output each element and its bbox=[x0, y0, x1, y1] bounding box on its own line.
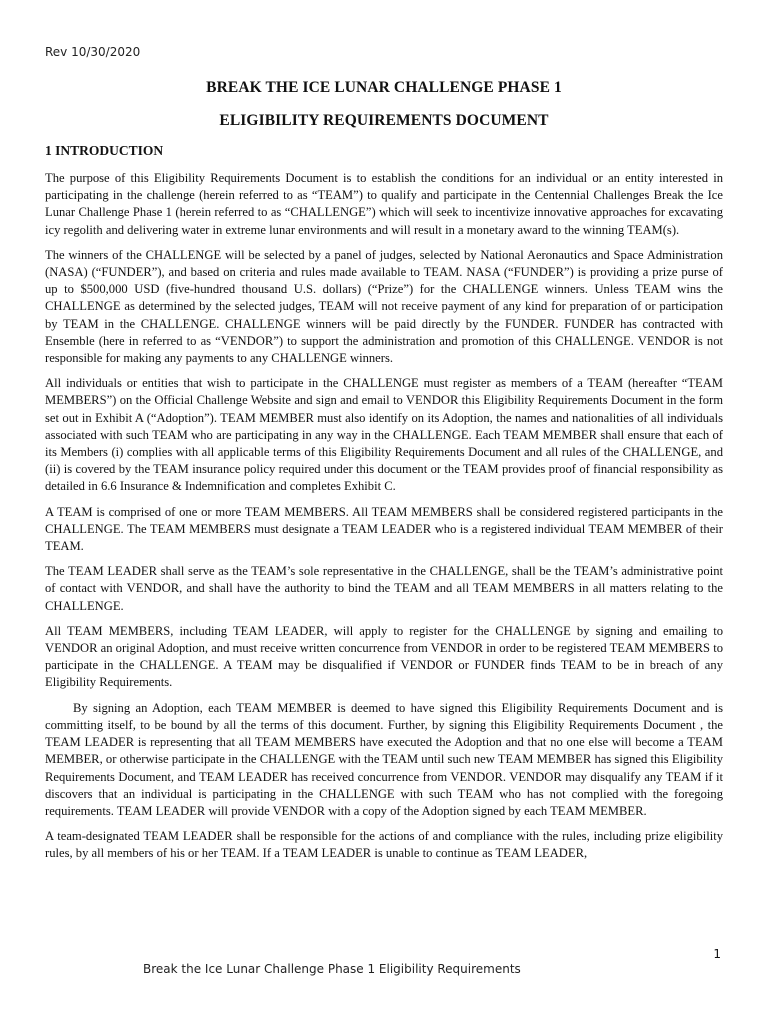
page-footer: Break the Ice Lunar Challenge Phase 1 Eligibility Requirements bbox=[143, 962, 521, 976]
paragraph-adoption: By signing an Adoption, each TEAM MEMBER is deemed to have signed this Eligibility Requirements Document and is committing itself, to be bound by all the terms of this document. Further, by signing this Eligibility Requirements Document , the TEAM LEADER is representing that all TEAM MEMBERS have executed the Adoption and that no one else will become a TEAM MEMBER, or otherwise participate in the CHALLENGE with the TEAM until such new TEAM MEMBER has signed this Eligibility Requirements Document, and TEAM LEADER has received concurrence from VENDOR. VENDOR may disqualify any TEAM if it discovers that an individual is participating in the CHALLENGE with such TEAM who has not complied with the foregoing requirements. TEAM LEADER will provide VENDOR with a copy of the Adoption signed by each TEAM MEMBER. bbox=[45, 700, 723, 818]
document-subtitle: ELIGIBILITY REQUIREMENTS DOCUMENT bbox=[219, 112, 549, 129]
paragraph-team-leader-role: The TEAM LEADER shall serve as the TEAM’s sole representative in the CHALLENGE, shall be the TEAM’s administrative point of contact with VENDOR, and shall have the authority to bind the TEAM and all TEAM MEMBERS in all matters relating to the CHALLENGE. bbox=[45, 564, 723, 613]
document-body bbox=[45, 170, 723, 871]
revision-date: Rev 10/30/2020 bbox=[45, 45, 141, 59]
paragraph-purpose: The purpose of this Eligibility Requirements Document is to establish the conditions for an individual or an entity interested in participating in the challenge (herein referred to as “TEAM”) to qualify and participate in the Centennial Challenges Break the Ice Lunar Challenge Phase 1 (herein referred to as “CHALLENGE”) which will seek to incentivize innovative approaches for excavating icy regolith and delivering water in extreme lunar environments and will result in a monetary award to the winning TEAM(s). bbox=[45, 171, 723, 237]
paragraph-team-composition: A TEAM is comprised of one or more TEAM MEMBERS. All TEAM MEMBERS shall be considered registered participants in the CHALLENGE. The TEAM MEMBERS must designate a TEAM LEADER who is a registered individual TEAM MEMBER of their TEAM. bbox=[45, 504, 723, 554]
paragraph-winners: The winners of the CHALLENGE will be selected by a panel of judges, selected by National Aeronautics and Space Administration (NASA) (“FUNDER”), and based on criteria and rules made available to TEAM. NASA (“FUNDER”) is providing a prize purse of up to $500,000 USD (five-hundred thousand U.S. dollars) (“Prize”) for the CHALLENGE winners. Unless TEAM wins the CHALLENGE as determined by the selected judges, TEAM will not receive payment of any kind for preparation of or participation by TEAM in the CHALLENGE. CHALLENGE winners will be paid directly by the FUNDER. FUNDER has contracted with Ensemble (here in referred to as “VENDOR”) to support the administration and promotion of this CHALLENGE. VENDOR is not responsible for making any payments to any CHALLENGE winners. bbox=[45, 247, 723, 366]
page-number: 1 bbox=[713, 947, 721, 961]
section-heading: 1 INTRODUCTION bbox=[45, 143, 164, 158]
paragraph-registration: All individuals or entities that wish to participate in the CHALLENGE must register as members of a TEAM (hereafter “TEAM MEMBERS”) on the Official Challenge Website and sign and email to VENDOR this Eligibility Requirements Document in the form set out in Exhibit A (“Adoption”). TEAM MEMBER must also identify on its Adoption, the names and nationalities of all individuals associated with such TEAM who are participating in any way in the CHALLENGE. Each TEAM MEMBER shall ensure that each of its Members (i) complies with all applicable terms of this Eligibility Requirements Document and all rules of the CHALLENGE, and (ii) is covered by the TEAM insurance policy required under this document or the TEAM provides proof of financial responsibility as detailed in 6.6 Insurance & Indemnification and completes Exhibit C. bbox=[45, 376, 723, 494]
paragraph-apply: All TEAM MEMBERS, including TEAM LEADER, will apply to register for the CHALLENGE by signing and emailing to VENDOR an original Adoption, and must receive written concurrence from VENDOR in order to be registered TEAM MEMBERS to participate in the CHALLENGE. A TEAM may be disqualified if VENDOR or FUNDER finds TEAM to be in breach of any Eligibility Requirements. bbox=[45, 623, 723, 690]
document-title: BREAK THE ICE LUNAR CHALLENGE PHASE 1 bbox=[206, 79, 562, 96]
paragraph-leader-responsibility: A team-designated TEAM LEADER shall be responsible for the actions of and compliance with the rules, including prize eligibility rules, by all members of his or her TEAM. If a TEAM LEADER is unable to continue as TEAM LEADER, bbox=[45, 829, 723, 861]
